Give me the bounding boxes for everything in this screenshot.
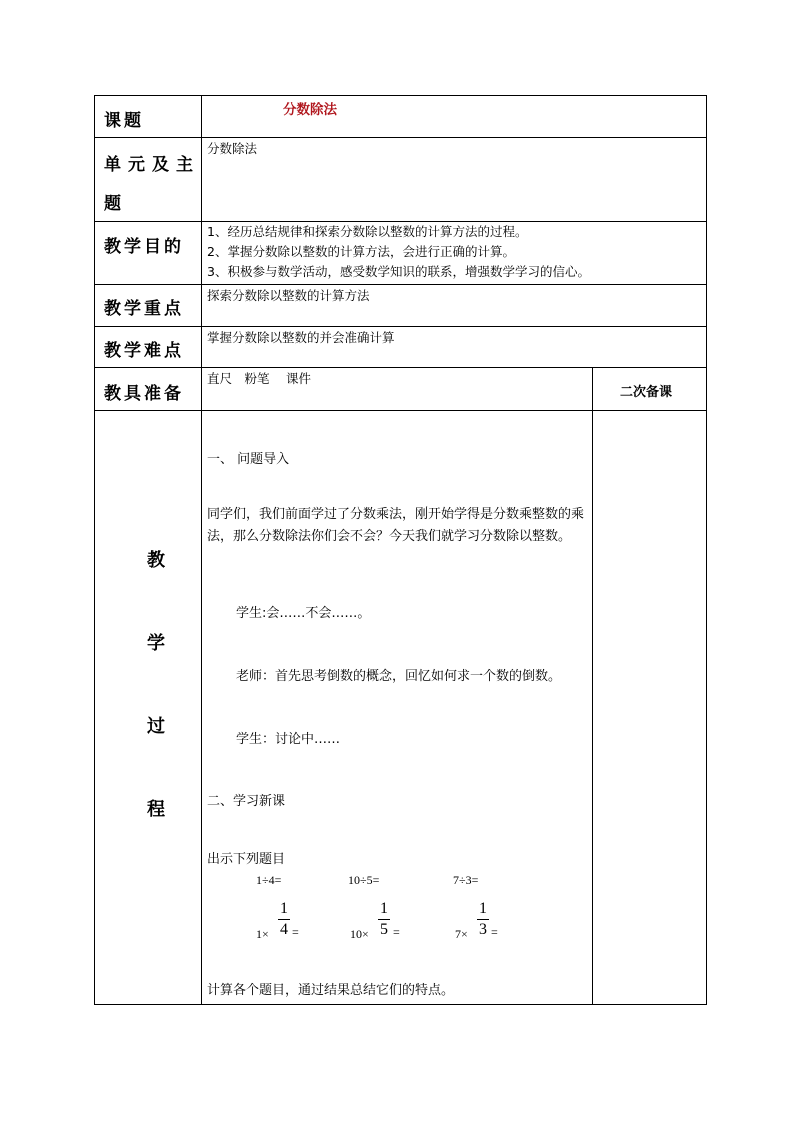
unit-label-line1: 单元及主 [104, 155, 200, 175]
difficulty-label: 教学难点 [104, 341, 184, 361]
fraction-3-denominator: 3 [479, 921, 487, 938]
goal-item-1: 1、经历总结规律和探索分数除以整数的计算方法的过程。 [207, 224, 528, 239]
process-label-char-4: 程 [147, 799, 165, 820]
mult-right-3: = [491, 925, 498, 939]
fraction-2-denominator: 5 [380, 921, 388, 938]
keypoint-label: 教学重点 [104, 299, 184, 319]
topic-value: 分数除法 [283, 102, 337, 118]
process-label-char-1: 教 [147, 550, 165, 571]
mult-right-1: = [292, 925, 299, 939]
table-border-left [94, 95, 95, 1005]
row-divider-goals [94, 284, 707, 285]
fraction-3-bar [477, 919, 489, 920]
mult-left-3: 7× [455, 927, 468, 941]
table-border-right [706, 95, 707, 1005]
unit-label-line2: 题 [104, 194, 124, 214]
label-column-divider [201, 95, 202, 1005]
division-problem-2: 10÷5= [348, 873, 380, 887]
section-1-heading: 一、 问题导入 [207, 452, 290, 467]
keypoint-value: 探索分数除以整数的计算方法 [207, 288, 370, 303]
mult-left-2: 10× [350, 927, 369, 941]
row-divider-difficulty [94, 367, 707, 368]
show-problems-text: 出示下列题目 [207, 852, 286, 867]
division-problem-1: 1÷4= [256, 873, 282, 887]
fraction-2 [378, 900, 390, 939]
goals-label: 教学目的 [104, 237, 184, 257]
mult-left-1: 1× [256, 927, 269, 941]
fraction-1 [278, 900, 290, 939]
goal-item-2: 2、掌握分数除以整数的计算方法，会进行正确的计算。 [207, 244, 515, 259]
fraction-1-denominator: 4 [280, 921, 288, 938]
materials-value: 直尺 粉笔 课件 [207, 371, 311, 386]
fraction-2-numerator: 1 [380, 900, 388, 917]
materials-label: 教具准备 [104, 384, 184, 404]
table-border-bottom [94, 1004, 707, 1005]
student-response-1: 学生:会……不会……。 [236, 606, 371, 621]
fraction-3 [477, 900, 489, 939]
row-divider-materials [94, 410, 707, 411]
conclusion-text: 计算各个题目，通过结果总结它们的特点。 [207, 983, 455, 998]
intro-paragraph: 同学们，我们前面学过了分数乘法，刚开始学得是分数乘整数的乘法，那么分数除法你们会不会？今天我们就学习分数除以整数。 [207, 507, 585, 544]
row-divider-topic [94, 137, 707, 138]
difficulty-value: 掌握分数除以整数的并会准确计算 [207, 330, 395, 345]
row-divider-keypoint [94, 326, 707, 327]
mult-right-2: = [393, 925, 400, 939]
fraction-2-bar [378, 919, 390, 920]
fraction-1-bar [278, 919, 290, 920]
process-label-char-2: 学 [147, 633, 165, 654]
process-label-char-3: 过 [147, 716, 165, 737]
goal-item-3: 3、积极参与数学活动，感受数学知识的联系，增强数学学习的信心。 [207, 264, 590, 279]
section-2-heading: 二、学习新课 [207, 794, 286, 809]
division-problem-3: 7÷3= [453, 873, 479, 887]
second-prep-header: 二次备课 [620, 385, 673, 400]
teacher-prompt-1: 老师：首先思考倒数的概念，回忆如何求一个数的倒数。 [236, 669, 562, 684]
topic-label: 课题 [104, 111, 144, 131]
fraction-3-numerator: 1 [479, 900, 487, 917]
student-response-2: 学生：讨论中…… [236, 732, 341, 747]
unit-value: 分数除法 [207, 141, 258, 156]
second-prep-column-divider [592, 367, 593, 1005]
table-border-top [94, 95, 707, 96]
fraction-1-numerator: 1 [280, 900, 288, 917]
